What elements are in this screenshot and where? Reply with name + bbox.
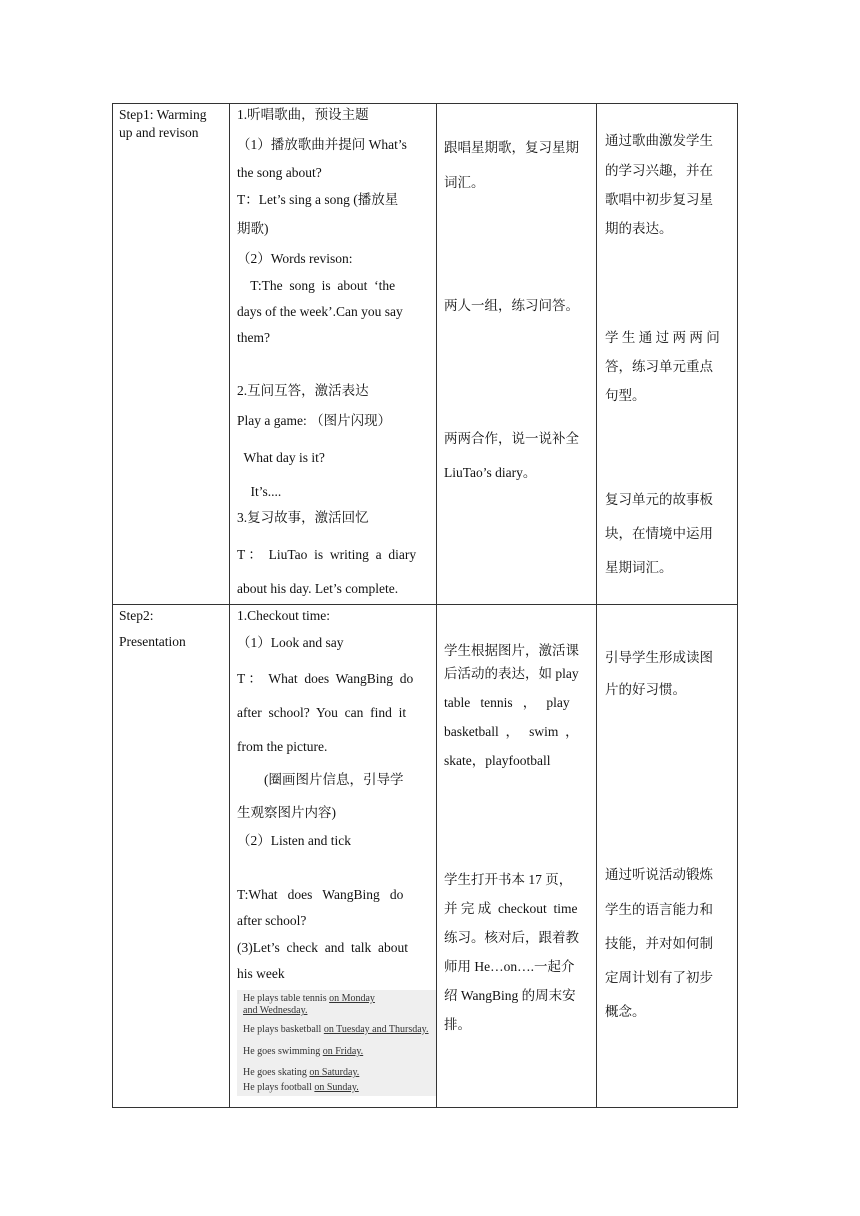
step-cell xyxy=(113,104,230,605)
procedure-line: Play a game: （图片闪现） xyxy=(237,413,392,428)
picture-line: He goes swimming on Friday. xyxy=(243,1046,364,1057)
intent-line: 通过歌曲激发学生 xyxy=(605,133,713,148)
picture-line: He goes skating on Saturday. xyxy=(243,1067,360,1078)
procedure-line: What day is it? xyxy=(237,450,325,465)
student-line: 并 完 成 checkout time xyxy=(444,901,578,916)
lesson-plan-table xyxy=(112,103,738,1108)
procedure-line: days of the week’.Can you say xyxy=(237,304,403,319)
student-line: 学生根据图片，激活课 xyxy=(444,643,579,658)
student-activity-cell xyxy=(437,605,597,1108)
intent-line: 定周计划有了初步 xyxy=(605,970,713,985)
student-line: skate，playfootball xyxy=(444,753,551,768)
procedure-line: （1）Look and say xyxy=(237,635,344,650)
intent-line: 歌唱中初步复习星 xyxy=(605,192,713,207)
table-row xyxy=(113,104,738,605)
procedure-line: 1.Checkout time: xyxy=(237,608,330,623)
procedure-line: (圈画图片信息，引导学 xyxy=(237,772,404,787)
picture-line: He plays football on Sunday. xyxy=(243,1082,359,1093)
intent-line: 句型。 xyxy=(605,388,646,403)
intent-line: 星期词汇。 xyxy=(605,560,673,575)
sentence-picture xyxy=(237,990,436,1096)
student-line: 两人一组，练习问答。 xyxy=(444,298,579,313)
procedure-line: 1.听唱歌曲，预设主题 xyxy=(237,107,369,122)
student-line: 跟唱星期歌，复习星期 xyxy=(444,140,579,155)
intent-line: 答，练习单元重点 xyxy=(605,359,713,374)
step-cell xyxy=(113,605,230,1108)
procedure-line: 生观察图片内容) xyxy=(237,805,336,820)
procedure-line: the song about? xyxy=(237,165,322,180)
procedure-line: 期歌) xyxy=(237,221,269,236)
student-line: LiuTao’s diary。 xyxy=(444,465,537,480)
student-line: 师用 He…on….一起介 xyxy=(444,959,575,974)
intent-line: 学 生 通 过 两 两 问 xyxy=(605,330,720,345)
student-line: 练习。核对后，跟着教 xyxy=(444,930,579,945)
intent-line: 复习单元的故事板 xyxy=(605,492,713,507)
procedure-line: about his day. Let’s complete. xyxy=(237,581,399,596)
procedure-line: It’s.... xyxy=(237,484,282,499)
student-line: basketball ， swim ， xyxy=(444,724,579,739)
procedure-line: his week xyxy=(237,966,285,981)
intent-cell xyxy=(597,104,738,605)
picture-line: He plays table tennis on Monday xyxy=(243,993,375,1004)
procedure-cell xyxy=(230,104,437,605)
procedure-line: T:What does WangBing do xyxy=(237,887,404,902)
intent-line: 片的好习惯。 xyxy=(605,682,686,697)
procedure-line: from the picture. xyxy=(237,739,328,754)
procedure-cell xyxy=(230,605,437,1108)
table-row xyxy=(113,605,738,1108)
student-line: 排。 xyxy=(444,1017,471,1032)
student-line: 后活动的表达，如 play xyxy=(444,666,579,681)
procedure-line: after school? You can find it xyxy=(237,705,407,720)
student-line: 绍 WangBing 的周末安 xyxy=(444,988,576,1003)
intent-line: 技能，并对如何制 xyxy=(605,936,713,951)
procedure-line: （2）Words revison: xyxy=(237,251,353,266)
procedure-line: 2.互问互答，激活表达 xyxy=(237,383,369,398)
step-label: up and revison xyxy=(119,125,199,140)
procedure-line: (3)Let’s check and talk about xyxy=(237,940,408,955)
procedure-line: them? xyxy=(237,330,270,345)
intent-line: 块，在情境中运用 xyxy=(605,526,713,541)
procedure-line: （1）播放歌曲并提问 What’s xyxy=(237,137,407,152)
intent-line: 的学习兴趣，并在 xyxy=(605,163,713,178)
step-label: Step2: xyxy=(119,608,154,623)
picture-line: He plays basketball on Tuesday and Thursday. xyxy=(243,1024,429,1035)
procedure-line: T ： What does WangBing do xyxy=(237,671,414,686)
procedure-line: T ： LiuTao is writing a diary xyxy=(237,547,417,562)
student-line: 两两合作，说一说补全 xyxy=(444,431,579,446)
procedure-line: after school? xyxy=(237,913,307,928)
student-line: 词汇。 xyxy=(444,175,485,190)
picture-line: and Wednesday. xyxy=(243,1005,308,1016)
intent-line: 概念。 xyxy=(605,1004,646,1019)
intent-line: 引导学生形成读图 xyxy=(605,650,713,665)
intent-line: 学生的语言能力和 xyxy=(605,902,713,917)
procedure-line: T:The song is about ‘the xyxy=(237,278,396,293)
step-label: Presentation xyxy=(119,634,186,649)
student-line: table tennis ， play xyxy=(444,695,570,710)
intent-cell xyxy=(597,605,738,1108)
intent-line: 期的表达。 xyxy=(605,221,673,236)
student-activity-cell xyxy=(437,104,597,605)
procedure-line: （2）Listen and tick xyxy=(237,833,351,848)
procedure-line: T：Let’s sing a song (播放星 xyxy=(237,192,399,207)
step-label: Step1: Warming xyxy=(119,107,207,122)
intent-line: 通过听说活动锻炼 xyxy=(605,867,713,882)
student-line: 学生打开书本 17 页， xyxy=(444,872,573,887)
procedure-line: 3.复习故事，激活回忆 xyxy=(237,510,369,525)
